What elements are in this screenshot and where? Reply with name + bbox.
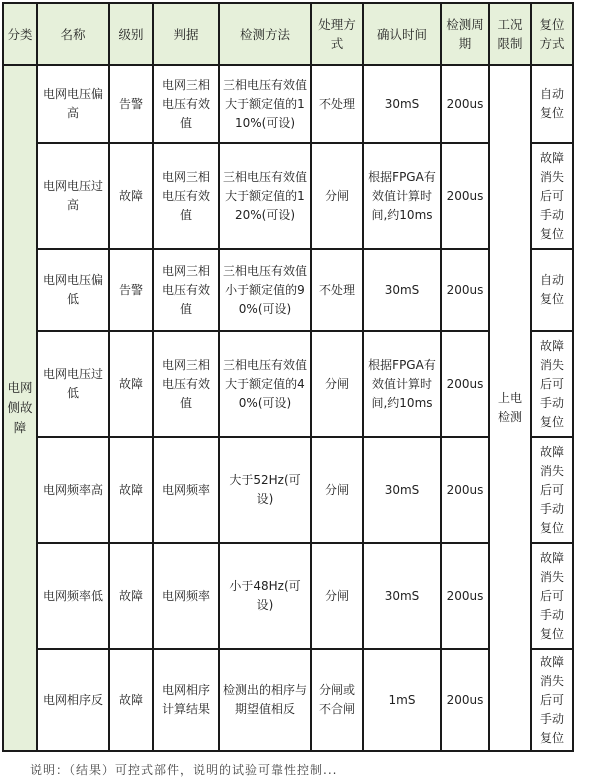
header-reset: 复位方式 [531,3,573,65]
row-method: 小于48Hz(可设) [219,543,311,649]
row-criterion: 电网频率 [153,437,219,543]
row-criterion: 电网三相电压有效值 [153,331,219,437]
row-name: 电网频率低 [37,543,109,649]
row-level: 告警 [109,65,153,143]
row-period: 200us [441,331,489,437]
header-category: 分类 [3,3,37,65]
row-level: 故障 [109,543,153,649]
table-row [3,143,573,249]
row-criterion: 电网相序计算结果 [153,649,219,751]
header-condition: 工况限制 [489,3,531,65]
header-criterion: 判据 [153,3,219,65]
row-level: 告警 [109,249,153,331]
table-row [3,543,573,649]
row-level: 故障 [109,649,153,751]
row-period: 200us [441,143,489,249]
row-method: 大于52Hz(可设) [219,437,311,543]
row-level: 故障 [109,331,153,437]
row-confirm-time: 1mS [363,649,441,751]
row-handling: 分闸 [311,143,363,249]
table-row [3,249,573,331]
row-reset: 自动复位 [531,65,573,143]
row-handling: 分闸 [311,543,363,649]
row-period: 200us [441,65,489,143]
row-period: 200us [441,649,489,751]
row-confirm-time: 30mS [363,249,441,331]
row-reset: 故障消失后可手动复位 [531,437,573,543]
category-cell: 电网侧故障 [3,65,37,751]
row-criterion: 电网三相电压有效值 [153,249,219,331]
row-method: 检测出的相序与期望值相反 [219,649,311,751]
row-method: 三相电压有效值大于额定值的120%(可设) [219,143,311,249]
condition-cell: 上电检测 [489,65,531,751]
row-level: 故障 [109,437,153,543]
table-row [3,437,573,543]
row-level: 故障 [109,143,153,249]
row-name: 电网频率高 [37,437,109,543]
table-row [3,331,573,437]
row-period: 200us [441,543,489,649]
row-handling: 不处理 [311,65,363,143]
fault-table [2,2,574,752]
header-method: 检测方法 [219,3,311,65]
row-handling: 分闸 [311,331,363,437]
row-reset: 自动复位 [531,249,573,331]
row-criterion: 电网三相电压有效值 [153,143,219,249]
row-reset: 故障消失后可手动复位 [531,331,573,437]
row-name: 电网电压过低 [37,331,109,437]
row-name: 电网电压偏高 [37,65,109,143]
footer-text-fragment: 说明：（结果）可控式部件，说明的试验可靠性控制... [30,763,338,777]
header-row [3,3,573,65]
row-name: 电网电压偏低 [37,249,109,331]
row-method: 三相电压有效值大于额定值的110%(可设) [219,65,311,143]
row-confirm-time: 根据FPGA有效值计算时间,约10ms [363,143,441,249]
table-row [3,65,573,143]
header-period: 检测周期 [441,3,489,65]
header-name: 名称 [37,3,109,65]
row-handling: 分闸 [311,437,363,543]
row-confirm-time: 30mS [363,543,441,649]
row-method: 三相电压有效值小于额定值的90%(可设) [219,249,311,331]
row-method: 三相电压有效值大于额定值的40%(可设) [219,331,311,437]
header-confirm-time: 确认时间 [363,3,441,65]
header-level: 级别 [109,3,153,65]
row-reset: 故障消失后可手动复位 [531,143,573,249]
row-name: 电网电压过高 [37,143,109,249]
row-reset: 故障消失后可手动复位 [531,543,573,649]
row-criterion: 电网三相电压有效值 [153,65,219,143]
row-period: 200us [441,437,489,543]
row-criterion: 电网频率 [153,543,219,649]
row-period: 200us [441,249,489,331]
row-confirm-time: 30mS [363,65,441,143]
row-confirm-time: 根据FPGA有效值计算时间,约10ms [363,331,441,437]
row-handling: 不处理 [311,249,363,331]
row-handling: 分闸或不合闸 [311,649,363,751]
row-reset: 故障消失后可手动复位 [531,649,573,751]
row-confirm-time: 30mS [363,437,441,543]
row-name: 电网相序反 [37,649,109,751]
table-row [3,649,573,751]
header-handling: 处理方式 [311,3,363,65]
